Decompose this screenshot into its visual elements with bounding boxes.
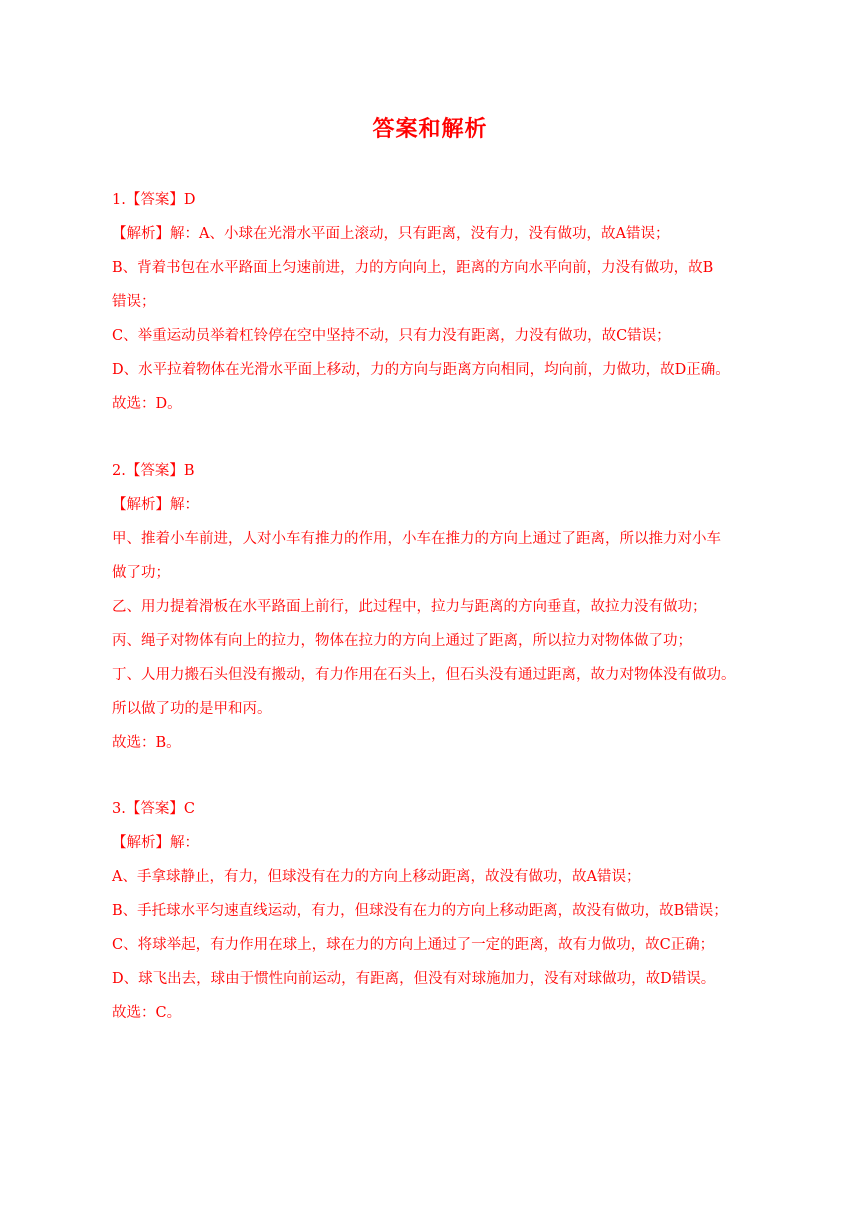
answer-2-header: 2.【答案】B (112, 463, 195, 479)
analysis-3-line: 【解析】解： (112, 835, 199, 851)
analysis-1-line: C、举重运动员举着杠铃停在空中坚持不动，只有力没有距离，力没有做功，故C错误； (112, 328, 671, 344)
analysis-2-line: 做了功； (112, 565, 170, 581)
page-title: 答案和解析 (372, 117, 488, 142)
analysis-3-line: B、手托球水平匀速直线运动，有力，但球没有在力的方向上移动距离，故没有做功，故B错误； (112, 903, 728, 919)
analysis-2-line: 故选：B。 (112, 735, 181, 751)
analysis-2-line: 所以做了功的是甲和丙。 (112, 701, 272, 717)
answer-3-header: 3.【答案】C (112, 801, 195, 817)
analysis-2-line: 丁、人用力搬石头但没有搬动，有力作用在石头上，但石头没有通过距离，故力对物体没有做功。 (112, 667, 736, 683)
analysis-1-line: 【解析】解：A、小球在光滑水平面上滚动，只有距离，没有力，没有做功，故A错误； (112, 226, 670, 242)
analysis-1-line: 故选：D。 (112, 396, 182, 412)
analysis-1-line: B、背着书包在水平路面上匀速前进，力的方向向上，距离的方向水平向前，力没有做功，故B (112, 260, 714, 276)
analysis-2-line: 甲、推着小车前进，人对小车有推力的作用，小车在推力的方向上通过了距离，所以推力对小车 (112, 531, 721, 547)
analysis-3-line: 故选：C。 (112, 1005, 182, 1021)
analysis-2-line: 乙、用力提着滑板在水平路面上前行，此过程中，拉力与距离的方向垂直，故拉力没有做功； (112, 599, 707, 615)
analysis-3-line: C、将球举起，有力作用在球上，球在力的方向上通过了一定的距离，故有力做功，故C正确； (112, 937, 715, 953)
analysis-1-line: 错误； (112, 294, 156, 310)
analysis-1-line: D、水平拉着物体在光滑水平面上移动，力的方向与距离方向相同，均向前，力做功，故D正确。 (112, 362, 730, 378)
analysis-3-line: A、手拿球静止，有力，但球没有在力的方向上移动距离，故没有做功，故A错误； (112, 869, 641, 885)
analysis-2-line: 【解析】解： (112, 497, 199, 513)
answer-1-header: 1.【答案】D (112, 192, 196, 208)
analysis-2-line: 丙、绳子对物体有向上的拉力，物体在拉力的方向上通过了距离，所以拉力对物体做了功； (112, 633, 692, 649)
analysis-3-line: D、球飞出去，球由于惯性向前运动，有距离，但没有对球施加力，没有对球做功，故D错误。 (112, 971, 716, 987)
